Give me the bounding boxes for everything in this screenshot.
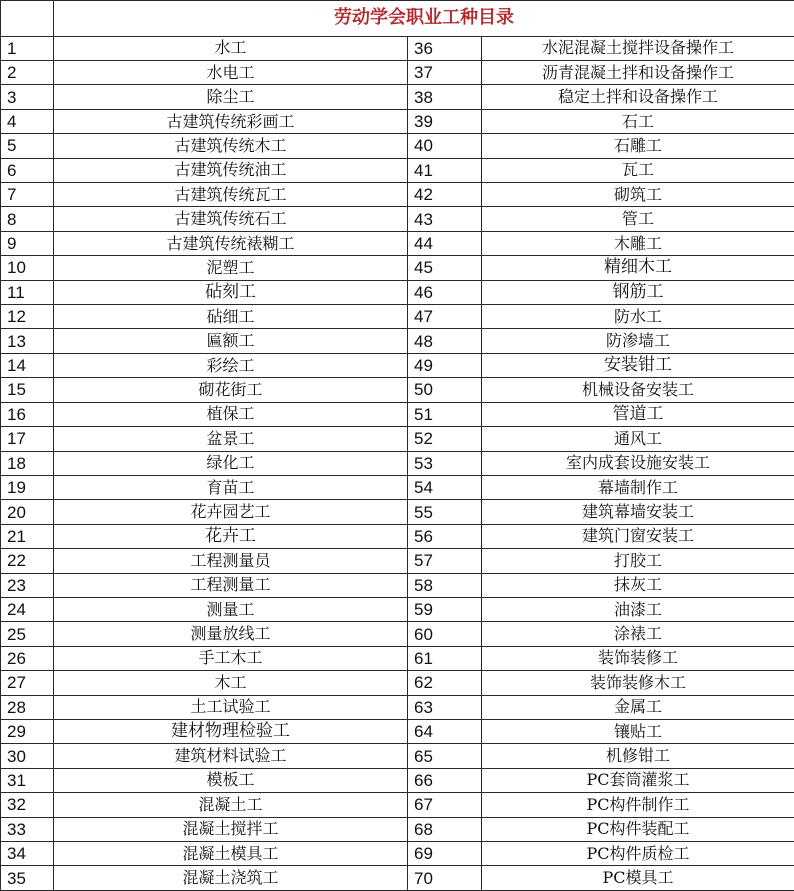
row-number-left: 26 bbox=[1, 646, 54, 670]
table-row bbox=[1, 646, 794, 670]
job-name-left: 育苗工 bbox=[54, 475, 408, 499]
job-name-left: 测量放线工 bbox=[54, 622, 408, 646]
row-number-right: 48 bbox=[408, 329, 482, 353]
table-row bbox=[1, 280, 794, 304]
row-number-right: 52 bbox=[408, 427, 482, 451]
job-name-right: 防水工 bbox=[482, 305, 794, 329]
job-name-right: PC模具工 bbox=[482, 866, 794, 891]
row-number-right: 64 bbox=[408, 719, 482, 743]
table-row bbox=[1, 768, 794, 792]
row-number-left: 23 bbox=[1, 573, 54, 597]
row-number-left: 16 bbox=[1, 402, 54, 426]
table-row bbox=[1, 353, 794, 377]
row-number-left: 7 bbox=[1, 183, 54, 207]
row-number-right: 66 bbox=[408, 768, 482, 792]
row-number-left: 5 bbox=[1, 134, 54, 158]
table-row bbox=[1, 207, 794, 231]
job-name-left: 混凝土工 bbox=[54, 793, 408, 817]
row-number-right: 44 bbox=[408, 231, 482, 255]
row-number-right: 61 bbox=[408, 646, 482, 670]
table-row bbox=[1, 256, 794, 280]
job-name-right: 建筑幕墙安装工 bbox=[482, 500, 794, 524]
row-number-left: 14 bbox=[1, 353, 54, 377]
row-number-right: 54 bbox=[408, 475, 482, 499]
row-number-right: 51 bbox=[408, 402, 482, 426]
job-name-right: 建筑门窗安装工 bbox=[482, 524, 794, 548]
job-name-left: 土工试验工 bbox=[54, 695, 408, 719]
job-name-left: 木工 bbox=[54, 671, 408, 695]
row-number-left: 6 bbox=[1, 158, 54, 182]
row-number-right: 56 bbox=[408, 524, 482, 548]
row-number-left: 32 bbox=[1, 793, 54, 817]
row-number-left: 4 bbox=[1, 109, 54, 133]
table-row bbox=[1, 134, 794, 158]
job-name-left: 砧刻工 bbox=[54, 280, 408, 304]
job-name-left: 混凝土模具工 bbox=[54, 842, 408, 866]
job-name-left: 混凝土浇筑工 bbox=[54, 866, 408, 891]
table-row bbox=[1, 85, 794, 109]
job-name-left: 绿化工 bbox=[54, 451, 408, 475]
row-number-left: 28 bbox=[1, 695, 54, 719]
row-number-right: 36 bbox=[408, 36, 482, 60]
table-row bbox=[1, 622, 794, 646]
job-name-left: 模板工 bbox=[54, 768, 408, 792]
table-row bbox=[1, 475, 794, 499]
job-name-left: 建材物理检验工 bbox=[54, 719, 408, 743]
table-row bbox=[1, 402, 794, 426]
job-name-left: 盆景工 bbox=[54, 427, 408, 451]
table-row bbox=[1, 183, 794, 207]
row-number-left: 12 bbox=[1, 305, 54, 329]
job-name-left: 彩绘工 bbox=[54, 353, 408, 377]
row-number-right: 37 bbox=[408, 61, 482, 85]
job-name-right: 涂裱工 bbox=[482, 622, 794, 646]
row-number-right: 38 bbox=[408, 85, 482, 109]
row-number-left: 15 bbox=[1, 378, 54, 402]
job-name-right: 装饰装修工 bbox=[482, 646, 794, 670]
job-name-left: 建筑材料试验工 bbox=[54, 744, 408, 768]
job-name-left: 匾额工 bbox=[54, 329, 408, 353]
table-row bbox=[1, 61, 794, 85]
job-name-right: 稳定土拌和设备操作工 bbox=[482, 85, 794, 109]
row-number-left: 34 bbox=[1, 842, 54, 866]
row-number-right: 67 bbox=[408, 793, 482, 817]
row-number-left: 19 bbox=[1, 475, 54, 499]
row-number-left: 8 bbox=[1, 207, 54, 231]
job-name-right: 瓦工 bbox=[482, 158, 794, 182]
job-name-left: 古建筑传统彩画工 bbox=[54, 109, 408, 133]
table-row bbox=[1, 329, 794, 353]
job-name-left: 古建筑传统瓦工 bbox=[54, 183, 408, 207]
row-number-left: 11 bbox=[1, 280, 54, 304]
row-number-left: 18 bbox=[1, 451, 54, 475]
table-row bbox=[1, 793, 794, 817]
row-number-right: 63 bbox=[408, 695, 482, 719]
job-name-left: 水电工 bbox=[54, 61, 408, 85]
job-name-left: 工程测量员 bbox=[54, 549, 408, 573]
table-row bbox=[1, 231, 794, 255]
job-name-left: 花卉工 bbox=[54, 524, 408, 548]
title-row bbox=[1, 1, 794, 37]
job-name-left: 测量工 bbox=[54, 597, 408, 621]
row-number-right: 39 bbox=[408, 109, 482, 133]
row-number-right: 58 bbox=[408, 573, 482, 597]
job-name-right: 打胶工 bbox=[482, 549, 794, 573]
row-number-right: 59 bbox=[408, 597, 482, 621]
job-name-left: 除尘工 bbox=[54, 85, 408, 109]
job-name-right: 水泥混凝土搅拌设备操作工 bbox=[482, 36, 794, 60]
table-row bbox=[1, 842, 794, 866]
table-row bbox=[1, 427, 794, 451]
job-name-left: 工程测量工 bbox=[54, 573, 408, 597]
table-row bbox=[1, 378, 794, 402]
row-number-left: 25 bbox=[1, 622, 54, 646]
job-name-right: 镶贴工 bbox=[482, 719, 794, 743]
table-row bbox=[1, 305, 794, 329]
job-name-right: 金属工 bbox=[482, 695, 794, 719]
job-name-right: 木雕工 bbox=[482, 231, 794, 255]
table-row bbox=[1, 109, 794, 133]
row-number-left: 35 bbox=[1, 866, 54, 891]
table-row bbox=[1, 671, 794, 695]
row-number-right: 55 bbox=[408, 500, 482, 524]
row-number-left: 9 bbox=[1, 231, 54, 255]
job-name-right: 砌筑工 bbox=[482, 183, 794, 207]
job-name-left: 泥塑工 bbox=[54, 256, 408, 280]
row-number-right: 70 bbox=[408, 866, 482, 891]
corner-cell bbox=[1, 1, 54, 37]
row-number-left: 33 bbox=[1, 817, 54, 841]
row-number-right: 53 bbox=[408, 451, 482, 475]
table-row bbox=[1, 719, 794, 743]
row-number-right: 65 bbox=[408, 744, 482, 768]
row-number-right: 40 bbox=[408, 134, 482, 158]
job-name-right: 装饰装修木工 bbox=[482, 671, 794, 695]
table-row bbox=[1, 524, 794, 548]
job-name-right: PC构件装配工 bbox=[482, 817, 794, 841]
row-number-right: 42 bbox=[408, 183, 482, 207]
job-name-right: 幕墙制作工 bbox=[482, 475, 794, 499]
row-number-left: 13 bbox=[1, 329, 54, 353]
job-name-right: 油漆工 bbox=[482, 597, 794, 621]
row-number-left: 10 bbox=[1, 256, 54, 280]
table-row bbox=[1, 817, 794, 841]
job-name-left: 水工 bbox=[54, 36, 408, 60]
row-number-right: 68 bbox=[408, 817, 482, 841]
table-row bbox=[1, 36, 794, 60]
row-number-right: 47 bbox=[408, 305, 482, 329]
row-number-left: 31 bbox=[1, 768, 54, 792]
job-name-right: 钢筋工 bbox=[482, 280, 794, 304]
job-name-left: 花卉园艺工 bbox=[54, 500, 408, 524]
job-name-right: 沥青混凝土拌和设备操作工 bbox=[482, 61, 794, 85]
job-name-left: 古建筑传统石工 bbox=[54, 207, 408, 231]
job-name-right: 管工 bbox=[482, 207, 794, 231]
job-name-left: 古建筑传统油工 bbox=[54, 158, 408, 182]
job-name-right: 安装钳工 bbox=[482, 353, 794, 377]
job-name-right: 机械设备安装工 bbox=[482, 378, 794, 402]
row-number-left: 30 bbox=[1, 744, 54, 768]
job-name-left: 古建筑传统裱糊工 bbox=[54, 231, 408, 255]
job-name-right: 室内成套设施安装工 bbox=[482, 451, 794, 475]
row-number-right: 43 bbox=[408, 207, 482, 231]
table-row bbox=[1, 695, 794, 719]
row-number-left: 3 bbox=[1, 85, 54, 109]
job-name-left: 混凝土搅拌工 bbox=[54, 817, 408, 841]
table-row bbox=[1, 549, 794, 573]
job-name-right: 机修钳工 bbox=[482, 744, 794, 768]
table-row bbox=[1, 500, 794, 524]
row-number-right: 41 bbox=[408, 158, 482, 182]
row-number-left: 1 bbox=[1, 36, 54, 60]
row-number-right: 69 bbox=[408, 842, 482, 866]
row-number-left: 17 bbox=[1, 427, 54, 451]
job-name-right: PC构件质检工 bbox=[482, 842, 794, 866]
table-row bbox=[1, 451, 794, 475]
row-number-right: 46 bbox=[408, 280, 482, 304]
job-name-right: 石工 bbox=[482, 109, 794, 133]
table-row bbox=[1, 597, 794, 621]
row-number-right: 60 bbox=[408, 622, 482, 646]
row-number-right: 50 bbox=[408, 378, 482, 402]
table-row bbox=[1, 866, 794, 891]
job-name-left: 手工木工 bbox=[54, 646, 408, 670]
row-number-right: 57 bbox=[408, 549, 482, 573]
job-name-right: 石雕工 bbox=[482, 134, 794, 158]
job-name-right: 抹灰工 bbox=[482, 573, 794, 597]
job-name-left: 砌花街工 bbox=[54, 378, 408, 402]
job-name-right: 防渗墙工 bbox=[482, 329, 794, 353]
row-number-left: 20 bbox=[1, 500, 54, 524]
table-row bbox=[1, 744, 794, 768]
row-number-left: 24 bbox=[1, 597, 54, 621]
job-name-left: 古建筑传统木工 bbox=[54, 134, 408, 158]
job-name-right: 通风工 bbox=[482, 427, 794, 451]
row-number-left: 27 bbox=[1, 671, 54, 695]
job-name-left: 砧细工 bbox=[54, 305, 408, 329]
row-number-right: 45 bbox=[408, 256, 482, 280]
row-number-left: 22 bbox=[1, 549, 54, 573]
table-title: 劳动学会职业工种目录 bbox=[54, 1, 794, 37]
job-name-right: 精细木工 bbox=[482, 256, 794, 280]
job-name-right: PC套筒灌浆工 bbox=[482, 768, 794, 792]
row-number-left: 21 bbox=[1, 524, 54, 548]
job-name-right: 管道工 bbox=[482, 402, 794, 426]
table-row bbox=[1, 573, 794, 597]
job-name-left: 植保工 bbox=[54, 402, 408, 426]
row-number-right: 49 bbox=[408, 353, 482, 377]
table-row bbox=[1, 158, 794, 182]
row-number-left: 2 bbox=[1, 61, 54, 85]
job-name-right: PC构件制作工 bbox=[482, 793, 794, 817]
row-number-left: 29 bbox=[1, 719, 54, 743]
row-number-right: 62 bbox=[408, 671, 482, 695]
